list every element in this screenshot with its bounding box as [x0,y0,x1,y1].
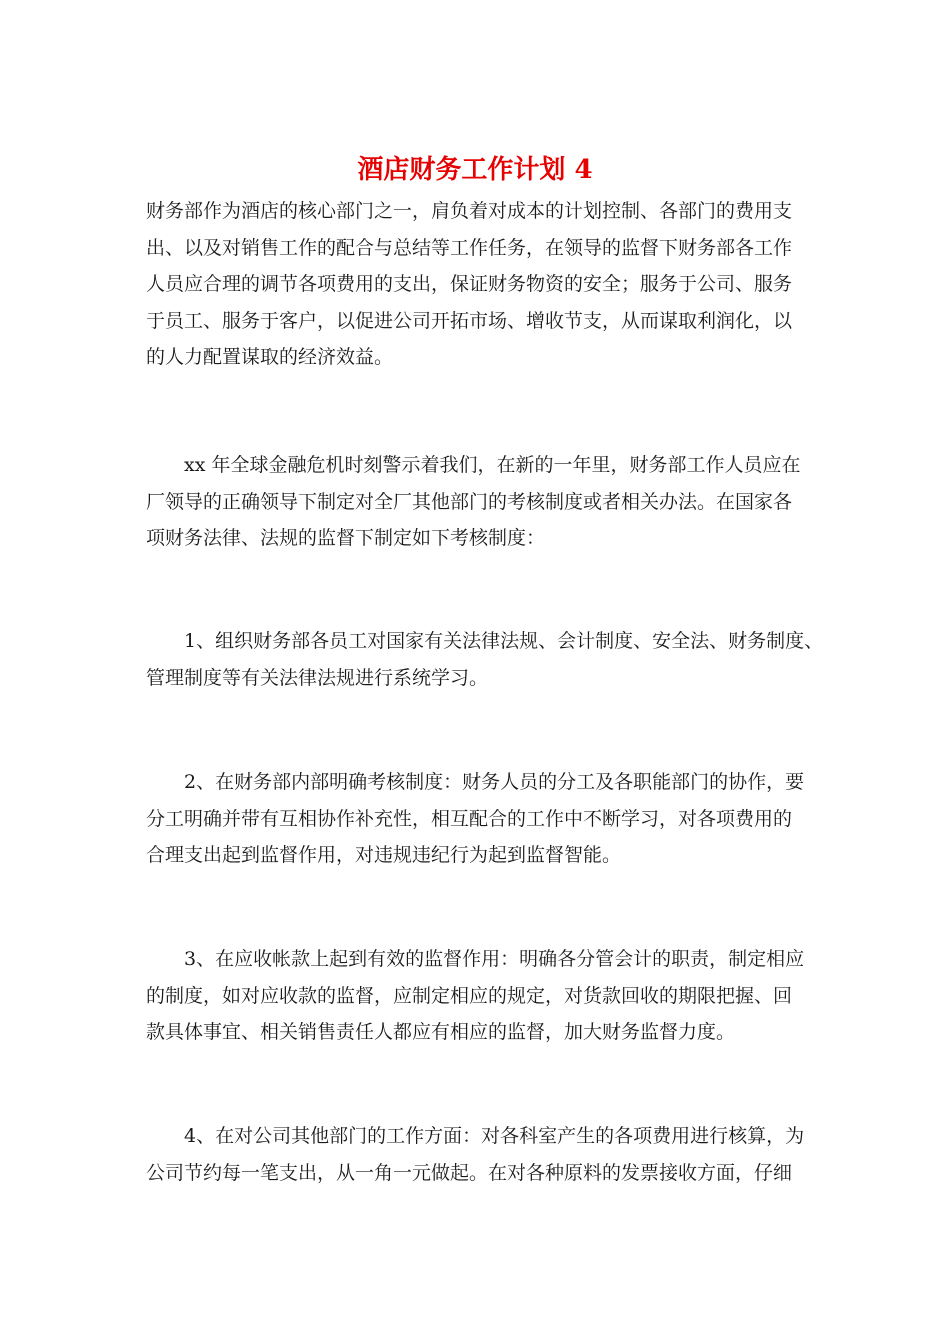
text-line: 厂领导的正确领导下制定对全厂其他部门的考核制度或者相关办法。在国家各 [146,490,793,513]
text-line: 项财务法律、法规的监督下制定如下考核制度： [146,527,546,549]
text-line: 出、以及对销售工作的配合与总结等工作任务，在领导的监督下财务部各工作 [146,236,793,259]
text-line: 人员应合理的调节各项费用的支出，保证财务物资的安全；服务于公司、服务 [146,273,793,295]
text-line: xx 年全球金融危机时刻警示着我们，在新的一年里，财务部工作人员应在 [184,454,801,476]
text-line: 分工明确并带有互相协作补充性，相互配合的工作中不断学习，对各项费用的 [146,807,793,830]
text-line: 款具体事宜、相关销售责任人都应有相应的监督，加大财务监督力度。 [146,1021,736,1043]
text-line: 4、在对公司其他部门的工作方面：对各科室产生的各项费用进行核算，为 [184,1125,805,1147]
text-line: 合理支出起到监督作用，对违规违纪行为起到监督智能。 [146,844,622,866]
text-line: 公司节约每一笔支出，从一角一元做起。在对各种原料的发票接收方面，仔细 [146,1161,793,1184]
paragraph-crisis [146,447,810,557]
text-line: 1、组织财务部各员工对国家有关法律法规、会计制度、安全法、财务制度、 [184,630,824,652]
document-title: 酒店财务工作计划 4 [357,155,593,185]
text-line: 于员工、服务于客户，以促进公司开拓市场、增收节支，从而谋取利润化，以 [146,309,793,332]
text-line: 管理制度等有关法律法规进行系统学习。 [146,666,489,689]
paragraph-item-3 [146,941,810,1051]
text-line: 3、在应收帐款上起到有效的监督作用：明确各分管会计的职责，制定相应 [184,948,805,970]
text-line: 财务部作为酒店的核心部门之一，肩负着对成本的计划控制、各部门的费用支 [146,200,793,222]
text-line: 的人力配置谋取的经济效益。 [146,346,394,368]
paragraph-item-2 [146,764,810,874]
paragraph-item-4 [146,1118,810,1191]
paragraph-intro [146,193,810,376]
text-line: 2、在财务部内部明确考核制度：财务人员的分工及各职能部门的协作，要 [184,771,805,793]
paragraph-item-1 [146,623,824,696]
text-line: 的制度，如对应收款的监督，应制定相应的规定，对货款回收的期限把握、回 [146,984,793,1007]
